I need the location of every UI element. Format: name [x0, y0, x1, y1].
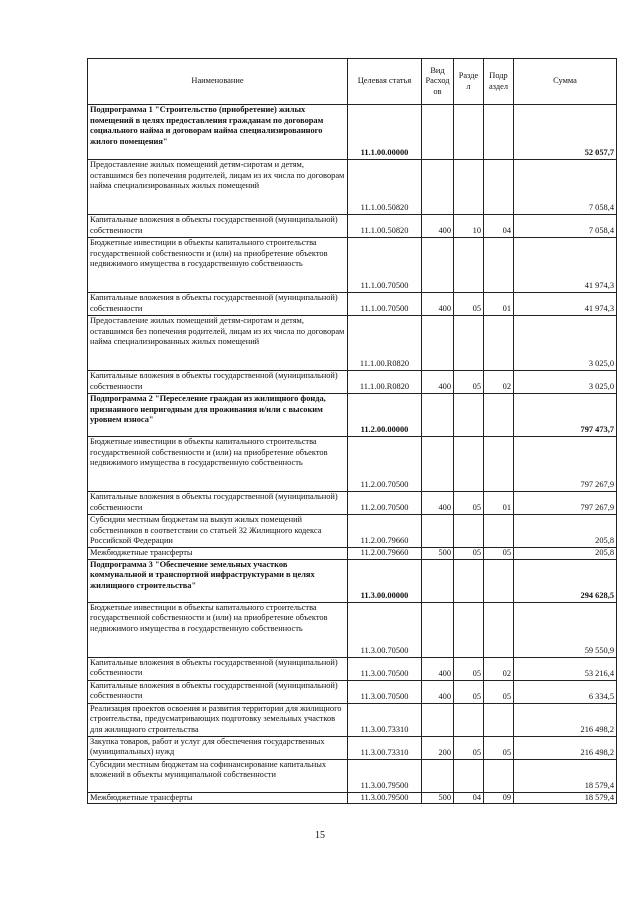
row-expense-type [422, 703, 454, 736]
row-amount: 7 058,4 [514, 215, 617, 238]
row-amount: 3 025,0 [514, 316, 617, 371]
row-target-code: 11.1.00.R0820 [348, 316, 422, 371]
row-name: Капитальные вложения в объекты государственной (муниципальной) собственности [88, 492, 348, 515]
table-row [88, 160, 617, 215]
table-row [88, 703, 617, 736]
row-expense-type [422, 394, 454, 437]
row-target-code: 11.1.00.50820 [348, 215, 422, 238]
row-section [454, 515, 484, 548]
row-subsection: 05 [484, 736, 514, 759]
row-name: Подпрограмма 2 "Переселение граждан из жилищного фонда, признанного непригодным для проживания и/или с высоким уровнем износа" [88, 394, 348, 437]
row-subsection: 04 [484, 215, 514, 238]
row-section [454, 394, 484, 437]
row-section [454, 316, 484, 371]
row-expense-type: 500 [422, 792, 454, 804]
row-expense-type [422, 559, 454, 602]
row-target-code: 11.2.00.00000 [348, 394, 422, 437]
table-row [88, 394, 617, 437]
row-amount: 3 025,0 [514, 371, 617, 394]
row-subsection [484, 759, 514, 792]
table-row [88, 492, 617, 515]
row-subsection [484, 515, 514, 548]
header-target: Целевая статья [348, 59, 422, 105]
row-amount: 797 473,7 [514, 394, 617, 437]
row-amount: 59 550,9 [514, 602, 617, 657]
row-amount: 216 498,2 [514, 703, 617, 736]
table-row [88, 105, 617, 160]
header-amount: Сумма [514, 59, 617, 105]
row-subsection: 02 [484, 371, 514, 394]
row-expense-type [422, 515, 454, 548]
header-subsection: Подр аздел [484, 59, 514, 105]
row-expense-type: 400 [422, 215, 454, 238]
row-expense-type: 400 [422, 657, 454, 680]
row-amount: 6 334,5 [514, 680, 617, 703]
row-section: 04 [454, 792, 484, 804]
row-target-code: 11.1.00.70500 [348, 293, 422, 316]
table-row [88, 736, 617, 759]
row-expense-type [422, 437, 454, 492]
header-name: Наименование [88, 59, 348, 105]
row-amount: 53 216,4 [514, 657, 617, 680]
row-expense-type [422, 105, 454, 160]
row-expense-type [422, 759, 454, 792]
row-target-code: 11.2.00.70500 [348, 492, 422, 515]
row-amount: 294 628,5 [514, 559, 617, 602]
table-row [88, 680, 617, 703]
row-section [454, 703, 484, 736]
row-target-code: 11.2.00.79660 [348, 515, 422, 548]
table-row [88, 792, 617, 804]
table-row [88, 559, 617, 602]
row-section [454, 105, 484, 160]
row-expense-type: 400 [422, 680, 454, 703]
header-row [88, 59, 617, 105]
row-name: Подпрограмма 1 "Строительство (приобретение) жилых помещений в целях предоставления гражданам по договорам социального найма и договорам найма специализированного жилого помещения" [88, 105, 348, 160]
row-expense-type [422, 160, 454, 215]
table-row [88, 602, 617, 657]
row-name: Реализация проектов освоения и развития территории для жилищного строительства, предусматривающих подготовку земельных участков для жилищного строительства [88, 703, 348, 736]
row-section [454, 759, 484, 792]
row-name: Бюджетные инвестиции в объекты капитального строительства государственной собственности и (или) на приобретение объектов недвижимого имущества в государственную собственность [88, 238, 348, 293]
row-amount: 797 267,9 [514, 437, 617, 492]
row-target-code: 11.3.00.00000 [348, 559, 422, 602]
row-section: 10 [454, 215, 484, 238]
table-body [88, 105, 617, 804]
row-name: Капитальные вложения в объекты государственной (муниципальной) собственности [88, 215, 348, 238]
row-name: Бюджетные инвестиции в объекты капитального строительства государственной собственности и (или) на приобретение объектов недвижимого имущества в государственную собственность [88, 437, 348, 492]
row-target-code: 11.3.00.73310 [348, 703, 422, 736]
row-name: Бюджетные инвестиции в объекты капитального строительства государственной собственности и (или) на приобретение объектов недвижимого имущества в государственную собственность [88, 602, 348, 657]
row-subsection: 01 [484, 293, 514, 316]
row-subsection: 09 [484, 792, 514, 804]
row-name: Субсидии местным бюджетам на выкуп жилых помещений собственников в соответствии со статьей 32 Жилищного кодекса Российской Федерации [88, 515, 348, 548]
row-section: 05 [454, 293, 484, 316]
row-expense-type: 400 [422, 293, 454, 316]
row-subsection: 02 [484, 657, 514, 680]
row-expense-type: 200 [422, 736, 454, 759]
row-name: Предоставление жилых помещений детям-сиротам и детям, оставшимся без попечения родителей, лицам из их числа по договорам найма специализированных жилых помещений [88, 160, 348, 215]
row-target-code: 11.1.00.70500 [348, 238, 422, 293]
row-target-code: 11.3.00.70500 [348, 680, 422, 703]
row-section: 05 [454, 680, 484, 703]
row-subsection [484, 437, 514, 492]
row-amount: 205,8 [514, 515, 617, 548]
row-section [454, 559, 484, 602]
table-row [88, 515, 617, 548]
row-amount: 7 058,4 [514, 160, 617, 215]
row-expense-type [422, 316, 454, 371]
row-target-code: 11.3.00.70500 [348, 657, 422, 680]
row-target-code: 11.3.00.79500 [348, 792, 422, 804]
row-name: Межбюджетные трансферты [88, 548, 348, 560]
row-section: 05 [454, 371, 484, 394]
row-target-code: 11.2.00.70500 [348, 437, 422, 492]
row-subsection [484, 105, 514, 160]
row-section [454, 160, 484, 215]
table-row [88, 371, 617, 394]
row-expense-type: 400 [422, 492, 454, 515]
row-name: Субсидии местным бюджетам на софинансирование капитальных вложений в объекты муниципальной собственности [88, 759, 348, 792]
row-name: Капитальные вложения в объекты государственной (муниципальной) собственности [88, 371, 348, 394]
table-row [88, 316, 617, 371]
row-subsection: 05 [484, 680, 514, 703]
row-section: 05 [454, 548, 484, 560]
row-name: Капитальные вложения в объекты государственной (муниципальной) собственности [88, 657, 348, 680]
table-row [88, 759, 617, 792]
row-target-code: 11.1.00.50820 [348, 160, 422, 215]
row-expense-type [422, 238, 454, 293]
row-amount: 41 974,3 [514, 238, 617, 293]
row-target-code: 11.1.00.00000 [348, 105, 422, 160]
row-section [454, 437, 484, 492]
row-name: Капитальные вложения в объекты государственной (муниципальной) собственности [88, 293, 348, 316]
table-row [88, 293, 617, 316]
row-amount: 797 267,9 [514, 492, 617, 515]
table-row [88, 215, 617, 238]
row-amount: 216 498,2 [514, 736, 617, 759]
row-subsection [484, 394, 514, 437]
table-row [88, 657, 617, 680]
row-section [454, 602, 484, 657]
row-target-code: 11.2.00.79660 [348, 548, 422, 560]
row-amount: 52 057,7 [514, 105, 617, 160]
row-target-code: 11.3.00.73310 [348, 736, 422, 759]
row-expense-type: 500 [422, 548, 454, 560]
row-subsection [484, 238, 514, 293]
table-row [88, 548, 617, 560]
row-subsection [484, 160, 514, 215]
row-section: 05 [454, 736, 484, 759]
row-amount: 18 579,4 [514, 759, 617, 792]
row-name: Закупка товаров, работ и услуг для обеспечения государственных (муниципальных) нужд [88, 736, 348, 759]
row-expense-type [422, 602, 454, 657]
row-target-code: 11.3.00.79500 [348, 759, 422, 792]
row-target-code: 11.1.00.R0820 [348, 371, 422, 394]
page-number: 15 [315, 830, 325, 841]
table-row [88, 437, 617, 492]
row-amount: 18 579,4 [514, 792, 617, 804]
row-section [454, 238, 484, 293]
header-section: Разде л [454, 59, 484, 105]
row-subsection [484, 703, 514, 736]
row-name: Межбюджетные трансферты [88, 792, 348, 804]
row-subsection [484, 602, 514, 657]
budget-table [87, 58, 617, 804]
row-target-code: 11.3.00.70500 [348, 602, 422, 657]
row-subsection [484, 316, 514, 371]
row-expense-type: 400 [422, 371, 454, 394]
row-name: Капитальные вложения в объекты государственной (муниципальной) собственности [88, 680, 348, 703]
row-name: Подпрограмма 3 "Обеспечение земельных участков коммунальной и транспортной инфраструктурами в целях жилищного строительства" [88, 559, 348, 602]
row-subsection: 05 [484, 548, 514, 560]
row-amount: 41 974,3 [514, 293, 617, 316]
row-amount: 205,8 [514, 548, 617, 560]
row-section: 05 [454, 657, 484, 680]
row-name: Предоставление жилых помещений детям-сиротам и детям, оставшимся без попечения родителей, лицам из их числа по договорам найма специализированных жилых помещений [88, 316, 348, 371]
row-subsection [484, 559, 514, 602]
row-subsection: 01 [484, 492, 514, 515]
header-type: Вид Расход ов [422, 59, 454, 105]
table-row [88, 238, 617, 293]
row-section: 05 [454, 492, 484, 515]
